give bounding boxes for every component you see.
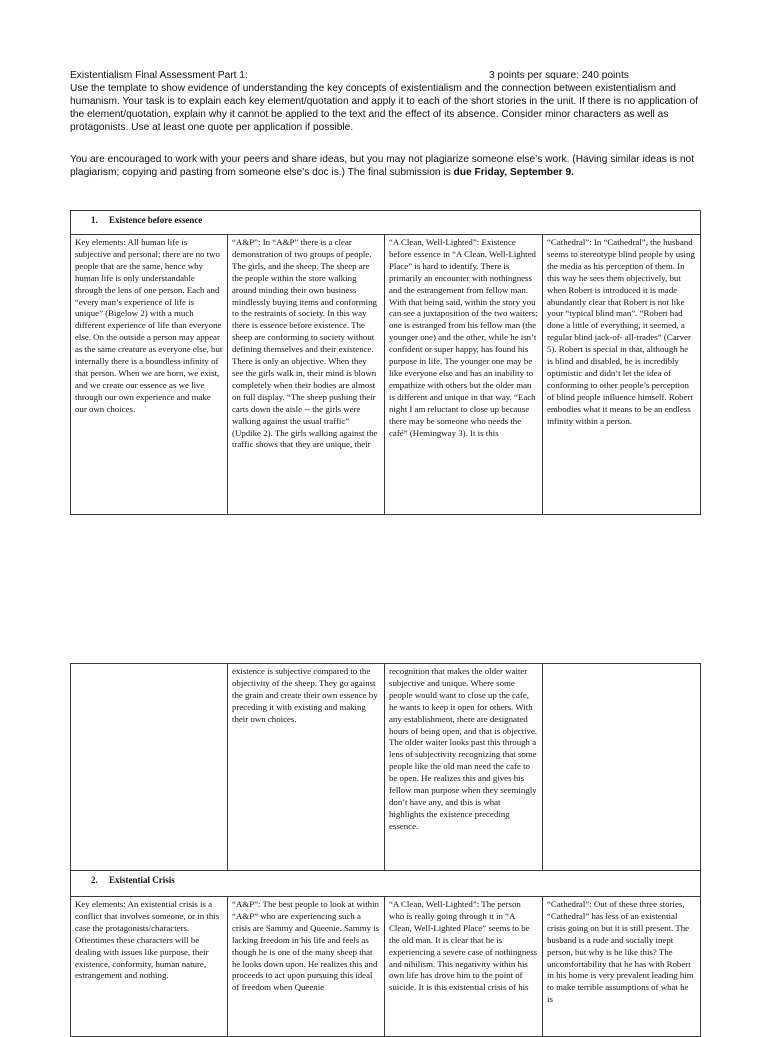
- collaboration-note: [70, 153, 702, 179]
- assessment-table-page-2: [70, 663, 701, 1037]
- section-heading: [71, 211, 701, 235]
- section-title: Existence before essence: [109, 215, 203, 225]
- ap-cell: “A&P”: The best people to look at within “A&P” who are experiencing such a crisis are Sammy and Queenie. Sammy is lacking freedom in his life and feels as though he is one of the many sheep that he looks down upon. He realizes this and proceeds to act upon pursuing this ideal of freedom when Queenie: [228, 897, 385, 1037]
- points-info: 3 points per square: 240 points: [489, 70, 629, 81]
- assessment-header: [70, 69, 700, 82]
- cathedral-cell: “Cathedral”: Out of these three stories, “Cathedral” has less of an existential crisis going on but it is still present. The husband is a rude and socially inept person, but why is he like this? The uncomfortability that he has with Robert in his home is very prevalent leading him to make terrible assumptions of what he is: [543, 897, 701, 1037]
- key-elements-cell: Key elements: All human life is subjective and personal; there are no two people that are the same, hence why human life is only understandable through the lens of one person. Each and “every man’s experience of life is unique” (Bigelow 2) with a much different experience of life than everyone else. On the outside a person may appear as the same creature as everyone else, but internally there is a boundless infinity of that person. When we are born, we exist, and we create our essence as we live through our own experience and make our own choices.: [71, 235, 228, 515]
- instructions-paragraph: Use the template to show evidence of understanding the key concepts of existentialism and the connection between existentialism and humanism. Your task is to explain each key element/quotation and apply it to each of the short stories in the unit. If there is no application of the element/quotation, explain why it cannot be applied to the text and the effect of its absence. Consider minor characters as well as protagonists. Use at least one quote per application if possible.: [70, 83, 699, 133]
- clean-well-lighted-cell: recognition that makes the older waiter subjective and unique. Where some people would want to close up the cafe, he wants to keep it open for others. With any establishment, there are designated hours of being open, and that is objective. The older waiter looks past this through a lens of subjectivity recognizing that some people like the old man need the cafe to be open. He realizes this and gives his fellow man purpose when they seemingly don’t have any, and this is what highlights the existence preceding essence.: [385, 664, 543, 871]
- cathedral-cell: [543, 664, 701, 871]
- assessment-title: Existentialism Final Assessment Part 1:: [70, 70, 248, 81]
- assessment-table-page-1: [70, 210, 701, 515]
- cathedral-cell: “Cathedral”: In “Cathedral”, the husband seems to stereotype blind people by using the media as his perception of them. In this way he sees them objectively, but when Robert is introduced it is made abundantly clear that Robert is not like your “typical blind man”. “Robert had done a little of everything, it seemed, a regular blind jack-of- all-trades” (Carver 5). Robert is special in that, although he is blind and disabled, he is incredibly optimistic and didn’t let the idea of conforming to other people’s perception of blind people influence himself. Robert embodies what it means to be an endless infinity within a person.: [543, 235, 701, 515]
- collaboration-text: You are encouraged to work with your peers and share ideas, but you may not plagiarize someone else’s work. (Having similar ideas is not plagiarism; copying and pasting from someone else’s doc is.) The final submission is: [70, 154, 695, 178]
- clean-well-lighted-cell: “A Clean, Well-Lighted”: Existence before essence in “A Clean, Well-Lighted Place” is hard to identify. There is primarily an encounter with nothingness and the estrangement from fellow man. With that being said, within the story you can see a juxtaposition of the two waiters; one is estranged from his fellow man (the younger one) and the other, while he isn’t confident or super happy, has found his purpose in life. The younger one may be like everyone else and has an inability to empathize with others but the older man is different and unique in that way. “Each night I am reluctant to close up because there may be someone who needs the café” (Hemingway 3). It is this: [385, 235, 543, 515]
- key-elements-cell: Key elements: An existential crisis is a conflict that involves someone, or in this case the protagonists/characters. Oftentimes these characters will be dealing with issues like purpose, their existence, conformity, human nature, estrangement and nothing.: [71, 897, 228, 1037]
- clean-well-lighted-cell: “A Clean, Well-Lighted”: The person who is really going through it in “A Clean, Well-Lighted Place” seems to be the old man. It is clear that he is experiencing a severe case of nothingness and nihilism. This negativity within his own life has drove him to the point of suicide. It is this existential crisis of his: [385, 897, 543, 1037]
- section-heading-row: [71, 871, 701, 897]
- section-number: 2.: [91, 875, 98, 885]
- key-elements-cell: [71, 664, 228, 871]
- ap-cell: “A&P”: In “A&P” there is a clear demonstration of two groups of people. The girls, and the sheep. The sheep are the people within the store walking around minding their own business mindlessly buying items and conforming to the restraints of society. In this way there is essence before existence. The sheep are conforming to society without defining themselves and their existence. There is only an objective. When they see the girls walk in, their mind is blown completely when their bodies are almost on full display. “The sheep pushing their carts down the aisle -- the girls were walking against the usual traffic” (Updike 2). The girls walking against the traffic shows that they are unique, their: [228, 235, 385, 515]
- section-heading-row: [71, 211, 701, 235]
- section-heading: [71, 871, 701, 897]
- section-number: 1.: [91, 215, 98, 225]
- table-row: [71, 664, 701, 871]
- due-date: due Friday, September 9.: [453, 167, 574, 178]
- table-row: [71, 235, 701, 515]
- table-row: [71, 897, 701, 1037]
- section-title: Existential Crisis: [109, 875, 175, 885]
- ap-cell: existence is subjective compared to the objectivity of the sheep. They go against the grain and create their own essence by preceding it with existing and making their own choices.: [228, 664, 385, 871]
